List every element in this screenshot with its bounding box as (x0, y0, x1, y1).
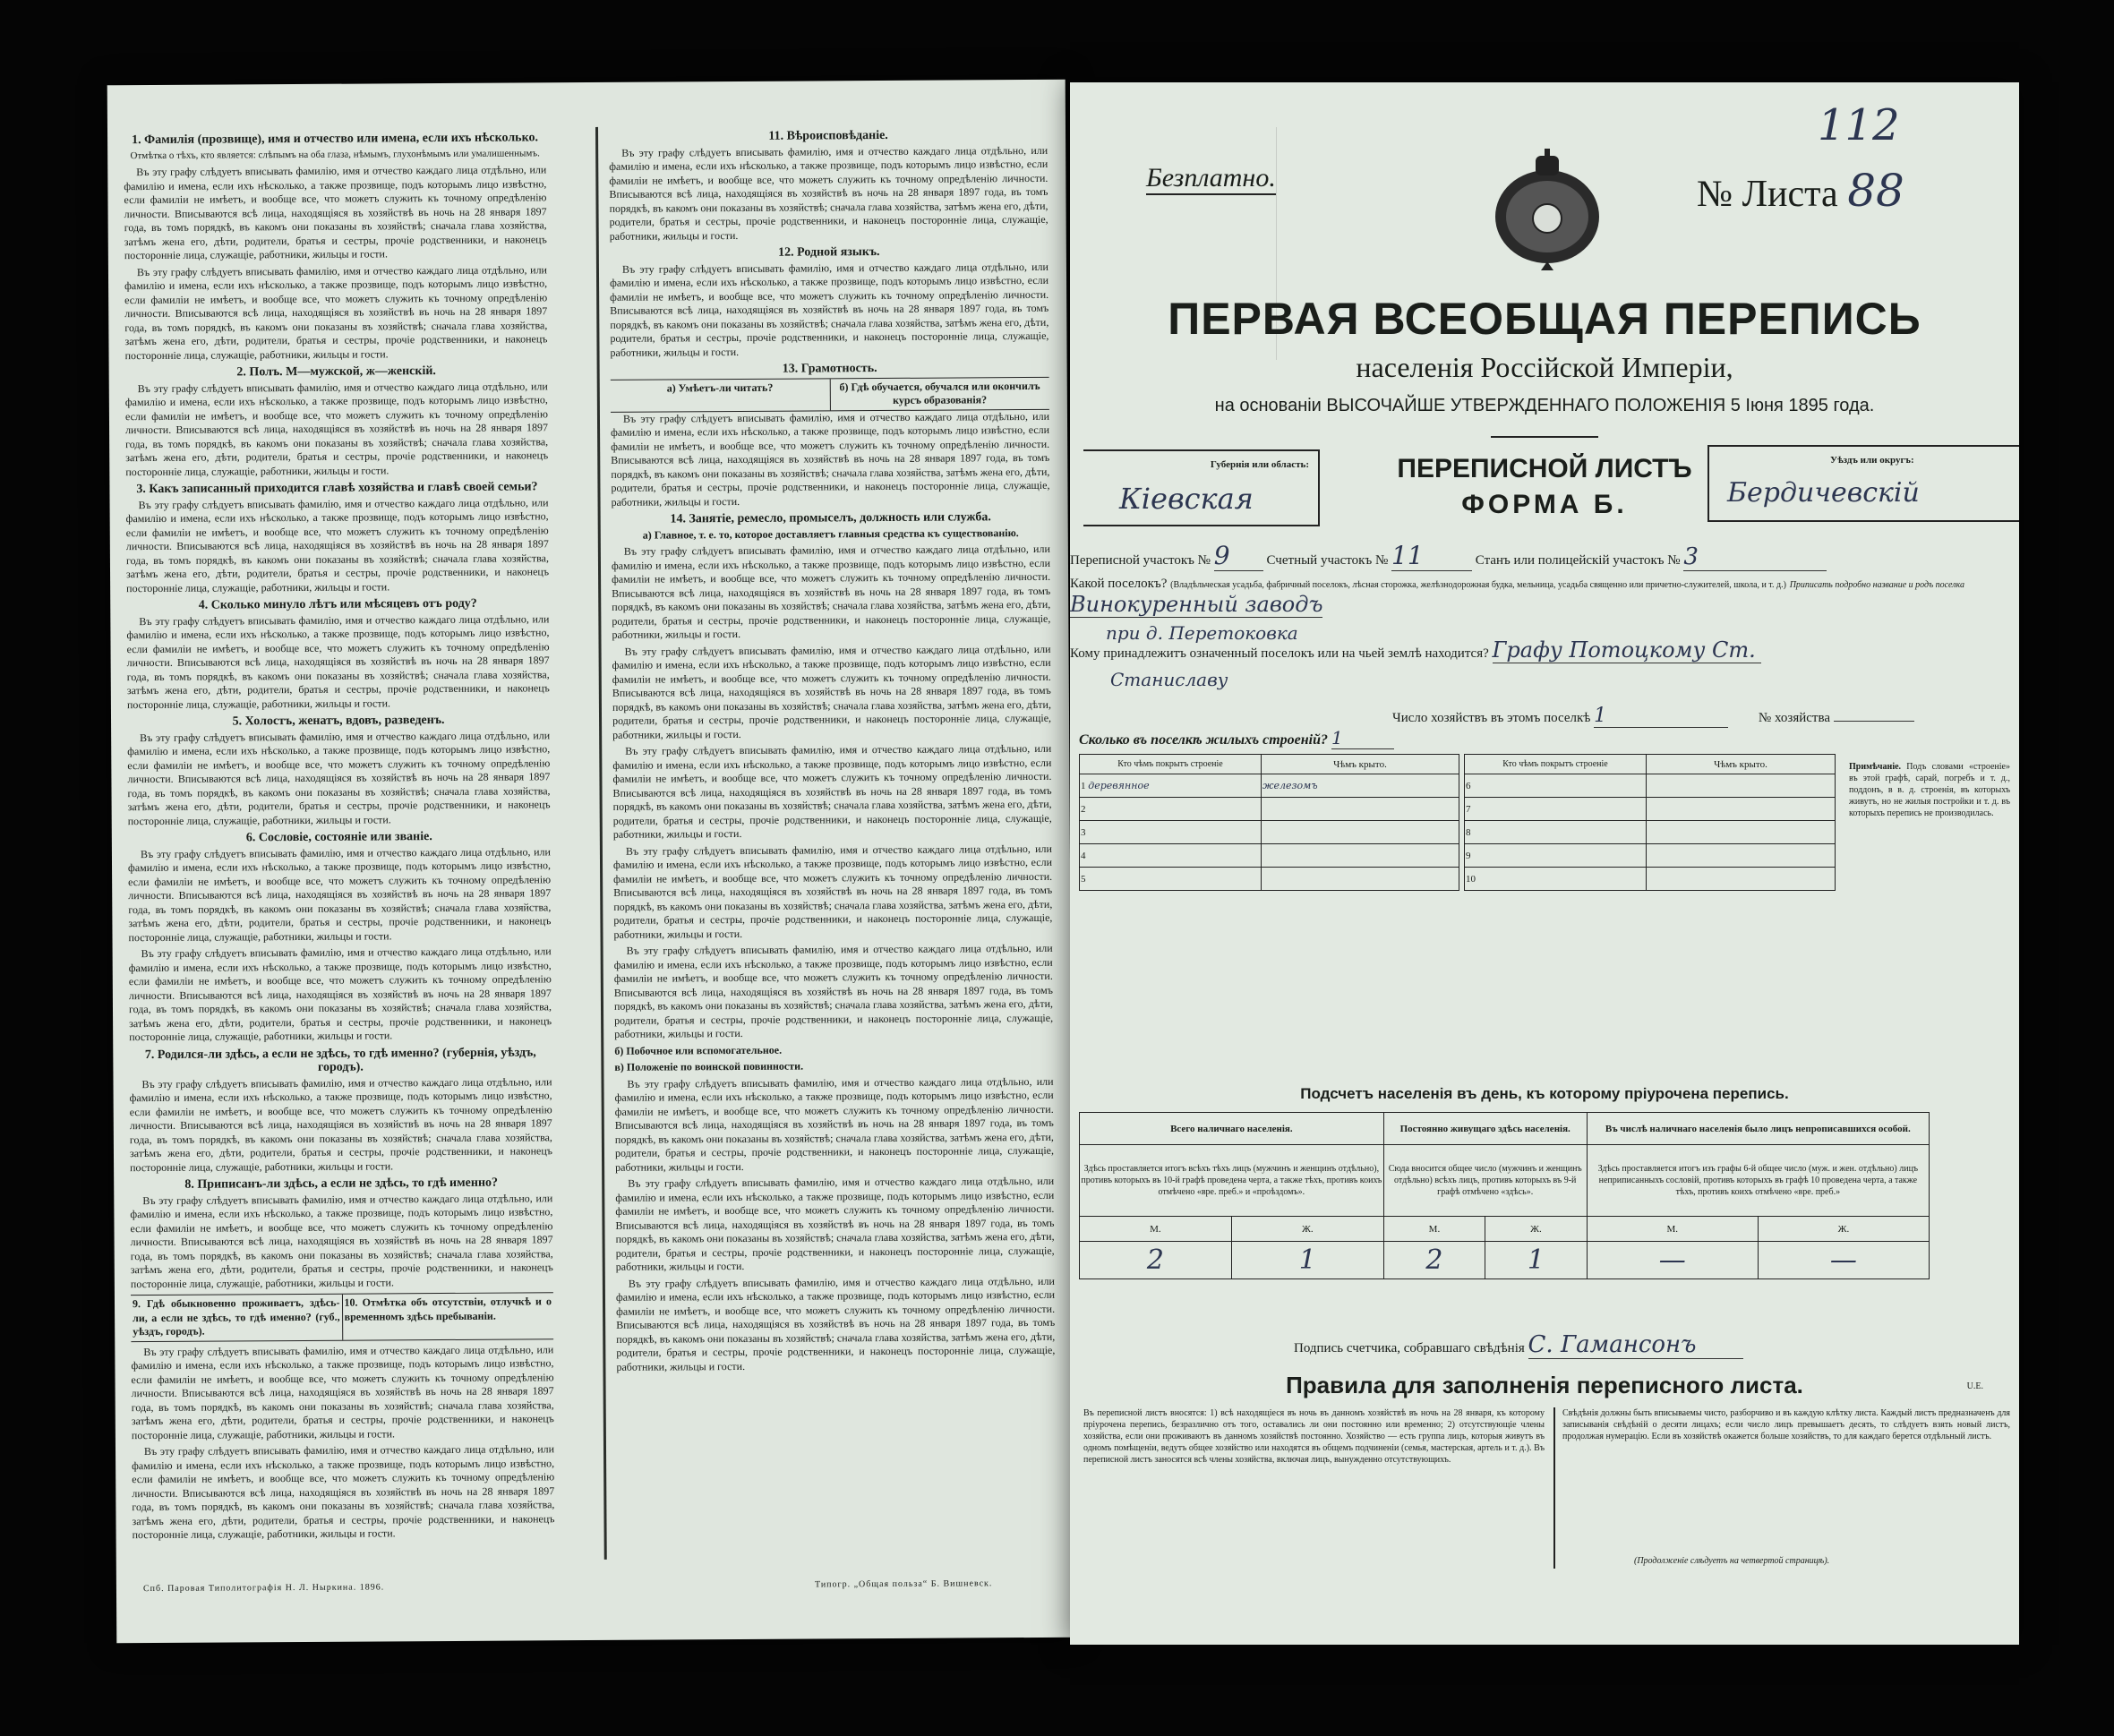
section-heading: а) Умѣетъ-ли читать? (611, 379, 831, 411)
count-desc: Здѣсь проставляется итогъ всѣхъ тѣхъ лицъ (мужчинъ и женщинъ отдѣльно), противъ которыхъ въ 10-й графѣ проведена черта, а также тѣхъ, противъ коихъ отмѣчено «вре. преб.» и «проѣздомъ». (1080, 1145, 1384, 1217)
census-district-label: Переписной участокъ № (1070, 553, 1211, 568)
body-paragraph: Въ эту графу слѣдуетъ вписывать фамилію, имя и отчество каждаго лица отдѣльно, или фамилію и имена, если ихъ нѣсколько, а также прозвище, подъ которымъ лицо извѣстно, если фамиліи не имѣетъ, и вообще все, что можетъ служить къ точному опредѣленію личности. Вписываются всѣ лица, находящіяся въ хозяйствѣ въ ночь на 28 января 1897 года, въ томъ порядкѣ, въ какомъ они показаны въ хозяйствѣ; сначала глава хозяйства, затѣмъ жена его, дѣти, родители, братья и сестры, прочіе родственники, и наконецъ посторонніе лица, служащіе, работники, жильцы и гости. (610, 260, 1049, 359)
roof-header: Чѣмъ крыто. (1262, 755, 1459, 774)
uezd-box (1707, 445, 2019, 522)
settlement-block (1070, 577, 2010, 618)
rules-column-1: Въ переписной листъ вносятся: 1) всѣ находящіеся въ ночь въ данномъ хозяйствѣ въ ночь на 28 января, къ которому пріурочена перепись, безразлично отъ того, оставались ли они постоянно или временно; 2) отсутствующіе члены хозяйства, если они проживаютъ въ данномъ хозяйствѣ постоянно. Хозяйство — есть группа лицъ, которыя живутъ въ одномъ помѣщеніи, ведутъ общее хозяйство или находятся въ общемъ подчиненіи (семья, мастерская, артель и т. д.). Въ переписной листъ заносятся всѣ члены хозяйства, включая лицъ, вынужденно отсутствующихъ. (1083, 1408, 1545, 1465)
roof-type-value: железомъ (1262, 774, 1459, 798)
count-desc: Сюда вносится общее число (мужчинъ и женщинъ отдѣльно) всѣхъ лицъ, противъ которыхъ въ 9-й графѣ отмѣчено «здѣсь». (1383, 1145, 1587, 1217)
row-number: 9 (1465, 844, 1647, 868)
section-heading: 10. Отмѣтка объ отсутствіи, отлучкѣ и о временномъ здѣсь пребываніи. (344, 1295, 552, 1323)
printer-imprint: Типогр. „Общая польза“ Б. Вишневск. (814, 1578, 993, 1590)
body-paragraph: Въ эту графу слѣдуетъ вписывать фамилію, имя и отчество каждаго лица отдѣльно, или фамилію и имена, если ихъ нѣсколько, а также прозвище, подъ которымъ лицо извѣстно, если фамиліи не имѣетъ, и вообще все, что можетъ служить къ точному опредѣленію личности. Вписываются всѣ лица, находящіяся въ хозяйствѣ въ ночь на 28 января 1897 года, въ томъ порядкѣ, въ какомъ они показаны въ хозяйствѣ; сначала глава хозяйства, затѣмъ жена его, дѣти, родители, братья и сестры, прочіе родственники, и наконецъ посторонніе лица, служащіе, работники, жильцы и гости. (612, 842, 1053, 941)
section-note: Отмѣтка о тѣхъ, кто является: слѣпымъ на оба глаза, нѣмымъ, глухонѣмымъ или умалишеннымъ. (130, 147, 540, 161)
count-col-unregistered: Въ числѣ наличнаго населенія было лицъ непрописавшихся особой. (1587, 1113, 1929, 1145)
buildings-note (1849, 761, 2010, 819)
owner-line (1070, 637, 2010, 663)
sheet-title: ПЕРЕПИСНОЙ ЛИСТЪ (1397, 454, 1692, 483)
section-heading: 4. Сколько минуло лѣтъ или мѣсяцевъ отъ роду? (198, 596, 477, 612)
uezd-value: Бердичевскій (1727, 477, 1920, 509)
body-paragraph: Въ эту графу слѣдуетъ вписывать фамилію, имя и отчество каждаго лица отдѣльно, или фамилію и имена, если ихъ нѣсколько, а также прозвище, подъ которымъ лицо извѣстно, если фамиліи не имѣетъ, и вообще все, что можетъ служить къ точному опредѣленію личности. Вписываются всѣ лица, находящіяся въ хозяйствѣ въ ночь на 28 января 1897 года, въ томъ порядкѣ, въ какомъ они показаны въ хозяйствѣ; сначала глава хозяйства, затѣмъ жена его, дѣти, родители, братья и сестры, прочіе родственники, и наконецъ посторонніе лица, служащіе, работники, жильцы и гости. (614, 1074, 1055, 1174)
count-district-label: Счетный участокъ № (1266, 553, 1389, 568)
body-paragraph: Въ эту графу слѣдуетъ вписывать фамилію, имя и отчество каждаго лица отдѣльно, или фамилію и имена, если ихъ нѣсколько, а также прозвище, подъ которымъ лицо извѣстно, если фамиліи не имѣетъ, и вообще все, что можетъ служить къ точному опредѣленію личности. Вписываются всѣ лица, находящіяся въ хозяйствѣ въ ночь на 28 января 1897 года, въ томъ порядкѣ, въ какомъ они показаны въ хозяйствѣ; сначала глава хозяйства, затѣмъ жена его, дѣти, родители, братья и сестры, прочіе родственники, и наконецъ посторонніе лица, служащіе, работники, жильцы и гости. (127, 844, 552, 944)
imperial-eagle-icon (1480, 147, 1614, 272)
printer-imprint: Спб. Паровая Типолитографія Н. Л. Ныркина. 1896. (142, 1582, 385, 1595)
population-count-table (1079, 1112, 1930, 1279)
note-text: Подъ словами «строеніе» въ этой графѣ, сарай, погребъ и т. д., поддонъ, в в. д. строенія, въ которыхъ живутъ, но не жилыя постройки и т. д. въ которыхъ перепись не производилась. (1849, 762, 2010, 818)
buildings-table-left (1079, 754, 1459, 891)
buildings-table-right (1464, 754, 1836, 891)
male-header: М. (1587, 1217, 1758, 1242)
households-value: 1 (1594, 705, 1728, 728)
buildings-line (1079, 727, 1394, 749)
right-page (1070, 82, 2019, 1645)
body-paragraph: Въ эту графу слѣдуетъ вписывать фамилію, имя и отчество каждаго лица отдѣльно, или фамилію и имена, если ихъ нѣсколько, а также прозвище, подъ которымъ лицо извѣстно, если фамиліи не имѣетъ, и вообще все, что можетъ служить къ точному опредѣленію личности. Вписываются всѣ лица, находящіяся въ хозяйствѣ въ ночь на 28 января 1897 года, въ томъ порядкѣ, въ какомъ они показаны въ хозяйствѣ; сначала глава хозяйства, затѣмъ жена его, дѣти, родители, братья и сестры, прочіе родственники, и наконецъ посторонніе лица, служащіе, работники, жильцы и гости. (130, 1191, 553, 1290)
body-paragraph: Въ эту графу слѣдуетъ вписывать фамилію, имя и отчество каждаго лица отдѣльно, или фамилію и имена, если ихъ нѣсколько, а также прозвище, подъ которымъ лицо извѣстно, если фамиліи не имѣетъ, и вообще все, что можетъ служить къ точному опредѣленію личности. Вписываются всѣ лица, находящіяся въ хозяйствѣ въ ночь на 28 января 1897 года, въ томъ порядкѣ, въ какомъ они показаны въ хозяйствѣ; сначала глава хозяйства, затѣмъ жена его, дѣти, родители, братья и сестры, прочіе родственники, и наконецъ посторонніе лица, служащіе, работники, жильцы и гости. (129, 1074, 553, 1174)
female-header: Ж. (1758, 1217, 1929, 1242)
gubernia-box (1083, 449, 1320, 526)
count-value: — (1758, 1242, 1929, 1279)
section-heading: б) Гдѣ обучается, обучался или окончилъ курсъ образованія? (839, 379, 1040, 406)
count-col-permanent: Постоянно живущаго здѣсь населенія. (1383, 1113, 1587, 1145)
section-heading: 7. Родился-ли здѣсь, а если не здѣсь, то гдѣ именно? (губернія, уѣздъ, городъ). (144, 1045, 536, 1074)
column-divider (595, 127, 607, 1560)
section-heading: 14. Занятіе, ремесло, промыселъ, должность или служба. (670, 510, 991, 526)
census-district-value: 9 (1214, 541, 1263, 571)
signature-label: Подпись счетчика, собравшаго свѣдѣнія (1294, 1341, 1525, 1355)
gubernia-label: Губернія или область: (1210, 459, 1309, 470)
police-district-value: 3 (1683, 543, 1827, 571)
uezd-label: Уѣздъ или округъ: (1830, 455, 1914, 466)
body-paragraph: Въ эту графу слѣдуетъ вписывать фамилію, имя и отчество каждаго лица отдѣльно, или фамилію и имена, если ихъ нѣсколько, а также прозвище, подъ которымъ лицо извѣстно, если фамиліи не имѣетъ, и вообще все, что можетъ служить къ точному опредѣленію личности. Вписываются всѣ лица, находящіяся въ хозяйствѣ въ ночь на 28 января 1897 года, въ томъ порядкѣ, въ какомъ они показаны въ хозяйствѣ; сначала глава хозяйства, затѣмъ жена его, дѣти, родители, братья и сестры, прочіе родственники, и наконецъ посторонніе лица, служащіе, работники, жильцы и гости. (132, 1442, 555, 1542)
section-heading: 5. Холостъ, женатъ, вдовъ, разведенъ. (232, 713, 445, 729)
count-district-value: 11 (1391, 541, 1472, 571)
instructions-column-1 (124, 127, 555, 1562)
body-paragraph: Въ эту графу слѣдуетъ вписывать фамилію, имя и отчество каждаго лица отдѣльно, или фамилію и имена, если ихъ нѣсколько, а также прозвище, подъ которымъ лицо извѣстно, если фамиліи не имѣетъ, и вообще все, что можетъ служить къ точному опредѣленію личности. Вписываются всѣ лица, находящіяся въ хозяйствѣ въ ночь на 28 января 1897 года, въ томъ порядкѣ, въ какомъ они показаны въ хозяйствѣ; сначала глава хозяйства, затѣмъ жена его, дѣти, родители, братья и сестры, прочіе родственники, и наконецъ посторонніе лица, служащіе, работники, жильцы и гости. (128, 945, 552, 1044)
count-value: 1 (1485, 1242, 1587, 1279)
rules-title: Правила для заполненія переписного листа. (1286, 1372, 1803, 1398)
female-header: Ж. (1485, 1217, 1587, 1242)
households-line (1392, 705, 1914, 728)
section-heading: 2. Полъ. М—мужской, ж—женскій. (236, 364, 436, 380)
count-value: — (1587, 1242, 1758, 1279)
handwritten-archive-number: 112 (1818, 100, 1900, 150)
corner-mark: U.E. (1966, 1381, 1983, 1391)
row-number: 3 (1080, 821, 1262, 844)
page-title: ПЕРВАЯ ВСЕОБЩАЯ ПЕРЕПИСЬ (1168, 294, 1921, 344)
sheet-number-label (1697, 165, 1904, 217)
count-title: Подсчетъ населенія въ день, къ которому пріурочена перепись. (1300, 1085, 1789, 1102)
district-line (1070, 541, 2010, 571)
row-number: 7 (1465, 798, 1647, 821)
body-paragraph: Въ эту графу слѣдуетъ вписывать фамилію, имя и отчество каждаго лица отдѣльно, или фамилію и имена, если ихъ нѣсколько, а также прозвище, подъ которымъ лицо извѣстно, если фамиліи не имѣетъ, и вообще все, что можетъ служить къ точному опредѣленію личности. Вписываются всѣ лица, находящіяся въ хозяйствѣ въ ночь на 28 января 1897 года, въ томъ порядкѣ, въ какомъ они показаны въ хозяйствѣ; сначала глава хозяйства, затѣмъ жена его, дѣти, родители, братья и сестры, прочіе родственники, и наконецъ посторонніе лица, служащіе, работники, жильцы и гости. (612, 741, 1052, 841)
signature-value: С. Гамансонъ (1528, 1331, 1743, 1359)
body-paragraph: Въ эту графу слѣдуетъ вписывать фамилію, имя и отчество каждаго лица отдѣльно, или фамилію и имена, если ихъ нѣсколько, а также прозвище, подъ которымъ лицо извѣстно, если фамиліи не имѣетъ, и вообще все, что можетъ служить къ точному опредѣленію личности. Вписываются всѣ лица, находящіяся въ хозяйствѣ въ ночь на 28 января 1897 года, въ томъ порядкѣ, въ какомъ они показаны въ хозяйствѣ; сначала глава хозяйства, затѣмъ жена его, дѣти, родители, братья и сестры, прочіе родственники, и наконецъ посторонніе лица, служащіе, работники, жильцы и гости. (124, 379, 549, 478)
body-paragraph: Въ эту графу слѣдуетъ вписывать фамилію, имя и отчество каждаго лица отдѣльно, или фамилію и имена, если ихъ нѣсколько, а также прозвище, подъ которымъ лицо извѣстно, если фамиліи не имѣетъ, и вообще все, что можетъ служить къ точному опредѣленію личности. Вписываются всѣ лица, находящіяся въ хозяйствѣ въ ночь на 28 января 1897 года, въ томъ порядкѣ, въ какомъ они показаны въ хозяйствѣ; сначала глава хозяйства, затѣмъ жена его, дѣти, родители, братья и сестры, прочіе родственники, и наконецъ посторонніе лица, служащіе, работники, жильцы и гости. (613, 941, 1054, 1040)
body-paragraph: Въ эту графу слѣдуетъ вписывать фамилію, имя и отчество каждаго лица отдѣльно, или фамилію и имена, если ихъ нѣсколько, а также прозвище, подъ которымъ лицо извѣстно, если фамиліи не имѣетъ, и вообще все, что можетъ служить къ точному опредѣленію личности. Вписываются всѣ лица, находящіяся въ хозяйствѣ въ ночь на 28 января 1897 года, въ томъ порядкѣ, въ какомъ они показаны въ хозяйствѣ; сначала глава хозяйства, затѣмъ жена его, дѣти, родители, братья и сестры, прочіе родственники, и наконецъ посторонніе лица, служащіе, работники, жильцы и гости. (131, 1342, 554, 1441)
sheet-number-caption: № Листа (1697, 174, 1838, 215)
female-header: Ж. (1231, 1217, 1383, 1242)
count-col-total: Всего наличнаго населенія. (1080, 1113, 1384, 1145)
male-header: М. (1383, 1217, 1485, 1242)
row-number: 2 (1080, 798, 1262, 821)
households-label: Число хозяйствъ въ этомъ поселкѣ (1392, 711, 1591, 725)
buildings-header: Кто чѣмъ покрытъ строеніе (1080, 755, 1262, 774)
count-value: 1 (1231, 1242, 1383, 1279)
body-paragraph: Въ эту графу слѣдуетъ вписывать фамилію, имя и отчество каждаго лица отдѣльно, или фамилію и имена, если ихъ нѣсколько, а также прозвище, подъ которымъ лицо извѣстно, если фамиліи не имѣетъ, и вообще все, что можетъ служить къ точному опредѣленію личности. Вписываются всѣ лица, находящіяся въ хозяйствѣ въ ночь на 28 января 1897 года, въ томъ порядкѣ, въ какомъ они показаны въ хозяйствѣ; сначала глава хозяйства, затѣмъ жена его, дѣти, родители, братья и сестры, прочіе родственники, и наконецъ посторонніе лица, служащіе, работники, жильцы и гости. (611, 409, 1050, 509)
settlement-value: Винокуренный заводъ (1070, 592, 1323, 617)
owner-value-2: Станиславу (1110, 669, 1228, 690)
sheet-number-value: 88 (1847, 165, 1904, 217)
roof-header: Чѣмъ крыто. (1647, 755, 1836, 774)
page-subtitle: населенія Россійской Имперіи, (1356, 351, 1733, 383)
section-heading: 12. Родной языкъ. (778, 245, 880, 260)
settlement-value-2: при д. Перетоковка (1106, 622, 1298, 644)
buildings-header: Кто чѣмъ покрытъ строеніе (1465, 755, 1647, 774)
body-paragraph: Въ эту графу слѣдуетъ вписывать фамилію, имя и отчество каждаго лица отдѣльно, или фамилію и имена, если ихъ нѣсколько, а также прозвище, подъ которымъ лицо извѣстно, если фамиліи не имѣетъ, и вообще все, что можетъ служить къ точному опредѣленію личности. Вписываются всѣ лица, находящіяся въ хозяйствѣ въ ночь на 28 января 1897 года, въ томъ порядкѣ, въ какомъ они показаны въ хозяйствѣ; сначала глава хозяйства, затѣмъ жена его, дѣти, родители, братья и сестры, прочіе родственники, и наконецъ посторонніе лица, служащіе, работники, жильцы и гости. (124, 262, 548, 362)
body-paragraph: Въ эту графу слѣдуетъ вписывать фамилію, имя и отчество каждаго лица отдѣльно, или фамилію и имена, если ихъ нѣсколько, а также прозвище, подъ которымъ лицо извѣстно, если фамиліи не имѣетъ, и вообще все, что можетъ служить къ точному опредѣленію личности. Вписываются всѣ лица, находящіяся въ хозяйствѣ въ ночь на 28 января 1897 года, въ томъ порядкѣ, въ какомъ они показаны въ хозяйствѣ; сначала глава хозяйства, затѣмъ жена его, дѣти, родители, братья и сестры, прочіе родственники, и наконецъ посторонніе лица, служащіе, работники, жильцы и гости. (611, 542, 1051, 641)
rules-column-2: Свѣдѣнія должны быть вписываемы чисто, разборчиво и въ каждую клѣтку листа. Каждый листъ предназначенъ для записыванія свѣдѣній о десяти лицахъ; если число лицъ превышаетъ десять, то слѣдуетъ взять новый листъ, продолжая нумерацію. Если въ хозяйствѣ окажется больше хозяйствъ, то для каждаго берется отдѣльный листъ. (1562, 1408, 2010, 1441)
body-paragraph: Въ эту графу слѣдуетъ вписывать фамилію, имя и отчество каждаго лица отдѣльно, или фамилію и имена, если ихъ нѣсколько, а также прозвище, подъ которымъ лицо извѣстно, если фамиліи не имѣетъ, и вообще все, что можетъ служить къ точному опредѣленію личности. Вписываются всѣ лица, находящіяся въ хозяйствѣ въ ночь на 28 января 1897 года, въ томъ порядкѣ, въ какомъ они показаны въ хозяйствѣ; сначала глава хозяйства, затѣмъ жена его, дѣти, родители, братья и сестры, прочіе родственники, и наконецъ посторонніе лица, служащіе, работники, жильцы и гости. (125, 495, 550, 594)
left-page (107, 80, 1075, 1644)
row-number: 6 (1465, 774, 1647, 798)
row-number: 10 (1465, 868, 1647, 891)
form-title: ФОРМА Б. (1461, 490, 1628, 519)
section-heading: 9. Гдѣ обыкновенно проживаетъ, здѣсь-ли, а если не здѣсь, то гдѣ именно? (губ., уѣздъ, городъ). (131, 1295, 343, 1341)
divider (1491, 436, 1598, 438)
signature-line (1294, 1331, 1743, 1359)
household-no-value (1834, 721, 1914, 722)
body-paragraph: Въ эту графу слѣдуетъ вписывать фамилію, имя и отчество каждаго лица отдѣльно, или фамилію и имена, если ихъ нѣсколько, а также прозвище, подъ которымъ лицо извѣстно, если фамиліи не имѣетъ, и вообще все, что можетъ служить къ точному опредѣленію личности. Вписываются всѣ лица, находящіяся въ хозяйствѣ въ ночь на 28 января 1897 года, въ томъ порядкѣ, въ какомъ они показаны въ хозяйствѣ; сначала глава хозяйства, затѣмъ жена его, дѣти, родители, братья и сестры, прочіе родственники, и наконецъ посторонніе лица, служащіе, работники, жильцы и гости. (615, 1274, 1056, 1373)
body-paragraph: Въ эту графу слѣдуетъ вписывать фамилію, имя и отчество каждаго лица отдѣльно, или фамилію и имена, если ихъ нѣсколько, а также прозвище, подъ которымъ лицо извѣстно, если фамиліи не имѣетъ, и вообще все, что можетъ служить къ точному опредѣленію личности. Вписываются всѣ лица, находящіяся въ хозяйствѣ въ ночь на 28 января 1897 года, въ томъ порядкѣ, въ какомъ они показаны въ хозяйствѣ; сначала глава хозяйства, затѣмъ жена его, дѣти, родители, братья и сестры, прочіе родственники, и наконецъ посторонніе лица, служащіе, работники, жильцы и гости. (609, 143, 1048, 243)
section-heading: б) Побочное или вспомогательное. (614, 1043, 783, 1057)
row-number: 5 (1080, 868, 1262, 891)
buildings-value: 1 (1331, 727, 1394, 749)
body-paragraph: Въ эту графу слѣдуетъ вписывать фамилію, имя и отчество каждаго лица отдѣльно, или фамилію и имена, если ихъ нѣсколько, а также прозвище, подъ которымъ лицо извѣстно, если фамиліи не имѣетъ, и вообще все, что можетъ служить къ точному опредѣленію личности. Вписываются всѣ лица, находящіяся въ хозяйствѣ въ ночь на 28 января 1897 года, въ томъ порядкѣ, въ какомъ они показаны въ хозяйствѣ; сначала глава хозяйства, затѣмъ жена его, дѣти, родители, братья и сестры, прочіе родственники, и наконецъ посторонніе лица, служащіе, работники, жильцы и гости. (127, 728, 551, 827)
count-value: 2 (1080, 1242, 1232, 1279)
gubernia-value: Кіевская (1119, 482, 1254, 516)
section-heading: 3. Какъ записанный приходится главѣ хозяйства и главѣ своей семьи? (136, 480, 538, 497)
building-type-value: деревянное (1088, 779, 1150, 791)
row-number: 1 (1081, 780, 1086, 791)
body-paragraph: Въ эту графу слѣдуетъ вписывать фамилію, имя и отчество каждаго лица отдѣльно, или фамилію и имена, если ихъ нѣсколько, а также прозвище, подъ которымъ лицо извѣстно, если фамиліи не имѣетъ, и вообще все, что можетъ служить къ точному опредѣленію личности. Вписываются всѣ лица, находящіяся въ хозяйствѣ въ ночь на 28 января 1897 года, въ томъ порядкѣ, въ какомъ они показаны въ хозяйствѣ; сначала глава хозяйства, затѣмъ жена его, дѣти, родители, братья и сестры, прочіе родственники, и наконецъ посторонніе лица, служащіе, работники, жильцы и гости. (612, 642, 1052, 741)
count-value: 2 (1383, 1242, 1485, 1279)
section-heading: 13. Грамотность. (782, 362, 877, 376)
rules-continuation-note: (Продолженіе слѣдуетъ на четвертой страницѣ). (1634, 1556, 1830, 1566)
section-heading: а) Главное, т. е. то, которое доставляетъ главныя средства къ существованію. (642, 526, 1019, 542)
section-heading: в) Положеніе по воинской повинности. (614, 1059, 804, 1073)
owner-label: Кому принадлежитъ означенный поселокъ или на чьей землѣ находится? (1070, 646, 1489, 661)
instructions-column-2 (609, 124, 1057, 1560)
body-paragraph: Въ эту графу слѣдуетъ вписывать фамилію, имя и отчество каждаго лица отдѣльно, или фамилію и имена, если ихъ нѣсколько, а также прозвище, подъ которымъ лицо извѣстно, если фамиліи не имѣетъ, и вообще все, что можетъ служить къ точному опредѣленію личности. Вписываются всѣ лица, находящіяся въ хозяйствѣ въ ночь на 28 января 1897 года, въ томъ порядкѣ, въ какомъ они показаны въ хозяйствѣ; сначала глава хозяйства, затѣмъ жена его, дѣти, родители, братья и сестры, прочіе родственники, и наконецъ посторонніе лица, служащіе, работники, жильцы и гости. (126, 611, 550, 711)
male-header: М. (1080, 1217, 1232, 1242)
settlement-hint-2: Приписать подробно название и родъ поселка (1789, 580, 1964, 590)
settlement-hint: (Владѣльческая усадьба, фабричный поселокъ, лѣсная сторожка, желѣзнодорожная будка, мельница, усадьба священно или причетно-служителей, школа, и т. д.) (1170, 580, 1786, 590)
column-divider (1553, 1407, 1555, 1569)
settlement-label: Какой поселокъ? (1070, 577, 1168, 591)
section-heading: 8. Приписанъ-ли здѣсь, а если не здѣсь, то гдѣ именно? (184, 1176, 499, 1192)
count-desc: Здѣсь проставляется итогъ изъ графы 6-й общее число (муж. и жен. отдѣльно) лицъ неприписанныхъ сословій, противъ которыхъ въ графѣ 10 проведена черта, а также тѣхъ, противъ коихъ отмѣчено «вре. преб.» (1587, 1145, 1929, 1217)
section-heading: 11. Вѣроисповѣданіе. (768, 128, 888, 143)
police-district-label: Станъ или полицейскій участокъ № (1475, 553, 1681, 568)
body-paragraph: Въ эту графу слѣдуетъ вписывать фамилію, имя и отчество каждаго лица отдѣльно, или фамилію и имена, если ихъ нѣсколько, а также прозвище, подъ которымъ лицо извѣстно, если фамиліи не имѣетъ, и вообще все, что можетъ служить къ точному опредѣленію личности. Вписываются всѣ лица, находящіяся въ хозяйствѣ въ ночь на 28 января 1897 года, въ томъ порядкѣ, въ какомъ они показаны въ хозяйствѣ; сначала глава хозяйства, затѣмъ жена его, дѣти, родители, братья и сестры, прочіе родственники, и наконецъ посторонніе лица, служащіе, работники, жильцы и гости. (124, 163, 547, 262)
owner-value: Графу Потоцкому Ст. (1493, 637, 1761, 663)
legal-basis: на основаніи ВЫСОЧАЙШЕ УТВЕРЖДЕННАГО ПОЛОЖЕНІЯ 5 Іюня 1895 года. (1214, 396, 1875, 415)
body-paragraph: Въ эту графу слѣдуетъ вписывать фамилію, имя и отчество каждаго лица отдѣльно, или фамилію и имена, если ихъ нѣсколько, а также прозвище, подъ которымъ лицо извѣстно, если фамиліи не имѣетъ, и вообще все, что можетъ служить къ точному опредѣленію личности. Вписываются всѣ лица, находящіяся въ хозяйствѣ въ ночь на 28 января 1897 года, въ томъ порядкѣ, въ какомъ они показаны въ хозяйствѣ; сначала глава хозяйства, затѣмъ жена его, дѣти, родители, братья и сестры, прочіе родственники, и наконецъ посторонніе лица, служащіе, работники, жильцы и гости. (615, 1174, 1055, 1273)
row-number: 4 (1080, 844, 1262, 868)
free-label: Безплатно. (1146, 163, 1276, 195)
household-no-label: № хозяйства (1758, 711, 1831, 725)
section-heading: 6. Сословіе, состояніе или званіе. (245, 830, 432, 845)
section-heading: 1. Фамилія (прозвище), имя и отчество или имена, если ихъ нѣсколько. (132, 131, 538, 148)
row-number: 8 (1465, 821, 1647, 844)
buildings-label: Сколько въ поселкѣ жилыхъ строеній? (1079, 732, 1328, 748)
note-label: Примѣчаніе. (1849, 762, 1902, 772)
